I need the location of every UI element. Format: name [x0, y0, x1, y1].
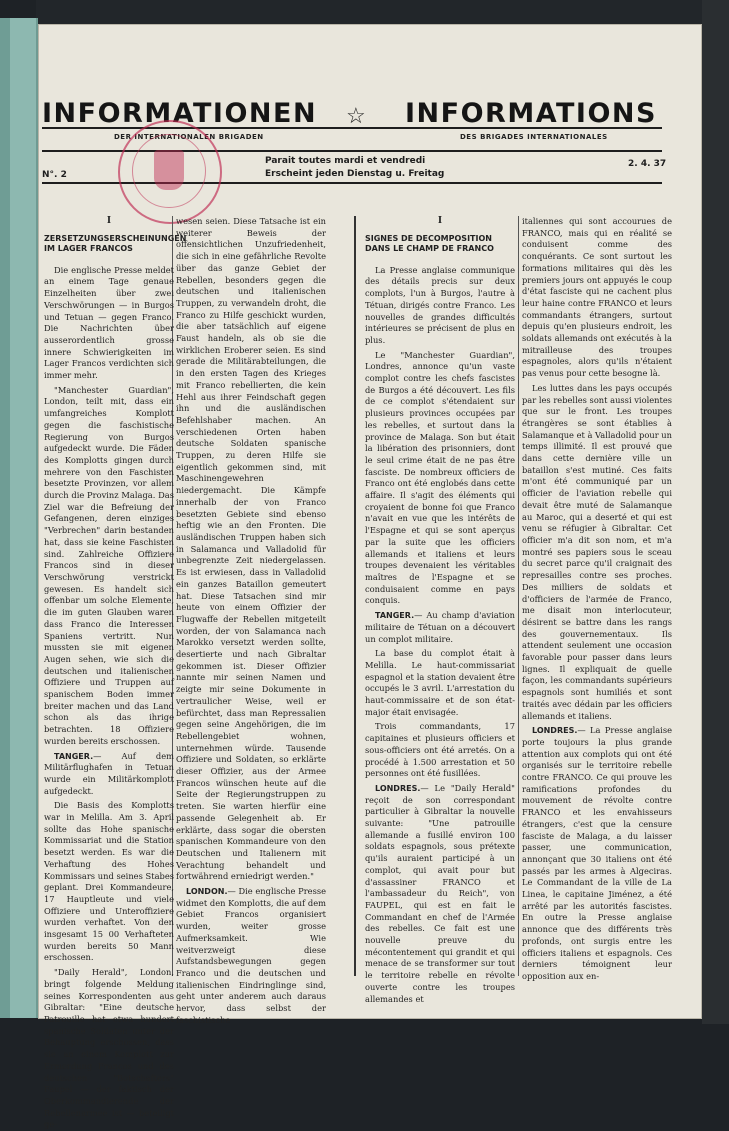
- masthead-title-de: INFORMATIONEN: [42, 98, 318, 129]
- issue-number: N°. 2: [42, 170, 67, 180]
- masthead-subtitle-de: DER INTERNATIONALEN BRIGADEN: [114, 133, 264, 141]
- paragraph: La Presse anglaise communique des détails precis sur deux complots, l'un à Burgos, l'autre à Tétuan, dirigés contre Franco. Les nouvelles de grandes difficultés intérieures se précisent de plus en plus.: [365, 264, 515, 345]
- dateline: LONDRES.: [375, 783, 421, 793]
- publication-schedule-de: Erscheint jeden Dienstag u. Freitag: [265, 169, 445, 179]
- paragraph: Die englische Presse meldet an einem Tage genaue Einzelheiten über zwei Verschwörungen — in Burgos und Tetuan — gegen Franco. Die Nachrichten über ausserordentlich grosse innere Schwierigkeiten im Lager Francos verdichten sich immer mehr.: [44, 264, 174, 381]
- paragraph-dateline: [522, 725, 672, 982]
- publication-schedule-fr: Parait toutes mardi et vendredi: [265, 156, 426, 166]
- star-icon: ☆: [346, 104, 366, 129]
- paragraph-text: — Auf dem Militärflughafen in Tetuan wurde ein Militärkomplott aufgedeckt.: [44, 750, 174, 796]
- paragraph: Trois commandants, 17 capitaines et plusieurs officiers et sous-officiers ont été arretés. On a procédé à 1.500 arrestation et 50 personnes ont été fusillées.: [365, 721, 515, 779]
- background-right: [702, 0, 729, 1024]
- column-de-1: [44, 216, 187, 1130]
- headline-fr: SIGNES DE DECOMPOSITION DANS LE CHAMP DE FRANCO: [365, 233, 494, 254]
- paragraph-text: — Le "Daily Herald" reçoit de son correspondant particulier à Gibraltar la nouvelle suivante: "Une patrouille allemande a fusillé environ 100 soldats espagnols, sous prétexte qu'ils auraient participé à un complot, qui avait pour but d'assassiner FRANCO et l'ambassadeur du Reich", von FAUPEL, qui est en fait le Commandant en chef de l'Armée des rebelles. Ce fait est une nouvelle preuve du mécontentement qui grandit et qui menace de se transformer sur tout le territoire rebelle en révolte ouverte contre les troupes allemandes et: [365, 782, 515, 1004]
- paragraph: Die Basis des Komplotts war in Melilla. Am 3. April sollte das Hohe spanische Kommissariat und die Station besetzt werden. Es war die Verhaftung des Hohes Kommissars und seines Stabes geplant. Drei Kommandeure, 17 Hauptleute und viele Offiziere und Unteroffiziere wurden verhaftet. Von den insgesamt 15 00 Verhafteten wurden bereits 50 Mann erschossen.: [44, 800, 174, 963]
- paragraph-dateline: [44, 751, 174, 798]
- dateline: TANGER.: [54, 751, 94, 761]
- column-de-2: [176, 216, 326, 1025]
- paragraph-dateline: [365, 783, 515, 1005]
- paragraph: Les luttes dans les pays occupés par les rebelles sont aussi violentes que sur le front. Les troupes étrangères se sont établies à Salamanque et à Valladolid pour un temps illimité. Il est prouvé que dans cette dernière ville un bataillon s'est mutiné. Ces faits m'ont été communiqué par un officier de l'aviation rebelle qui devait être muté de Salamanque au Maroc, qui a deserté et qui est venu se réfugier à Gibraltar. Cet officier m'a dit son nom, et m'a montré ses papiers sous le sceau du secret parce qu'il craignait des represailles contre ses proches. Des milliers de soldats et d'officiers de l'armée de Franco, me disait mon interlocuteur, désirent se battre dans les rangs des gouvernementaux. Ils attendent seulement une occasion favorable pour passer dans leurs lignes. Il expliquait de quelle façon, les commandants supérieurs espagnols sont humiliés et sont traités avec dédain par les officiers allemands et italiens.: [522, 382, 672, 721]
- column-fr-2: [522, 216, 672, 1016]
- paragraph: "Daily Herald", London, bringt folgende Meldung seines Korrespondenten aus Gibraltar: "Eine deutsche Patrouille hat etwa hundert spanische Soldaten unter der Behauptung erschossen, dass sie an einem Komplott zur Ermordung Francos und des deutschen "Botschafters" Faupel — der faktisch der Oberkommandierende der Rebellenarmee ist — beteiligt ge-: [44, 967, 174, 1130]
- masthead-rule-top: [42, 127, 662, 129]
- issue-date: 2. 4. 37: [628, 159, 667, 169]
- paragraph-dateline: [176, 886, 326, 1026]
- column-fr-1: [365, 216, 515, 1016]
- column-rule-3: [518, 216, 519, 976]
- paragraph: wesen seien. Diese Tatsache ist ein weiterer Beweis der offensichtlichen Unzufriedenheit, die sich in eine gefährliche Revolte über das ganze Gebiet der Rebellen, besonders gegen die deutschen und italienischen Truppen, zu verwandeln droht, die Franco zu Hilfe geschickt wurden, die aber tatsächlich auf eigene Faust handeln, als ob sie die wirklichen Eroberer seien. Es sind gerade die Militärabteilungen, die in den ersten Tagen des Krieges mit Franco rebellierten, die kein Hehl aus ihrer Feindschaft gegen ihn und die ausländischen Befehlshaber machen. An verschiedenen Orten haben deutsche Soldaten spanische Truppen, zu deren Hilfe sie eigentlich gekommen sind, mit Maschinengewehren niedergemacht. Die Kämpfe innerhalb der von Franco besetzten Gebiete sind ebenso heftig wie an den Fronten. Die ausländischen Truppen haben sich in Salamanca und Valladolid für unbegrenzte Zeit niedergelassen. Es ist erwiesen, dass in Valladolid ein ganzes Bataillon gemeutert hat. Diese Tatsachen sind mir heute von einem Offizier der Flugwaffe der Rebellen mitgeteilt worden, der von Salamanca nach Marokko versetzt werden sollte, desertierte und nach Gibraltar gekommen ist. Dieser Offizier nannte mir seinen Namen und zeigte mir seine Dokumente in vertraulicher Weise, weil er befürchtet, dass man Repressalien gegen seine Angehörigen, die im Rebellengebiet wohnen, unternehmen würde. Tausende Offiziere und Soldaten, so erklärte dieser Offizier, aus der Armee Francos wünschen heute auf die Seite der Regierungstruppen zu treten. Sie warten hierfür eine passende Gelegenheit ab. Er erklärte, dass sogar die obersten spanischen Kommandeure von den Deutschen und Italienern mit Verachtung behandelt und fortwährend erniedrigt werden.": [176, 216, 326, 882]
- stamp-seal: [118, 120, 222, 224]
- dateline: LONDRES.: [532, 726, 578, 736]
- paragraph: "Manchester Guardian", London, teilt mit, dass ein umfangreiches Komplott gegen die faschistische Regierung von Burgos aufgedeckt wurde. Die Fäden des Komplotts gingen durch mehrere von den Faschisten besetzte Provinzen, vor allem durch die Provinz Malaga. Das Ziel war die Befreiung der Gefangenen, deren einziges "Verbrechen" darin bestanden hat, dass sie keine Faschisten sind. Zahlreiche Offiziere Francos sind in dieser Verschwörung verstrickt gewesen. Es handelt sich offenbar um solche Elemente, die im guten Glauben waren dass Franco die Interessen Spaniens vertritt. Nun mussten sie mit eigenen Augen sehen, wie sich die deutschen und italienischen Offiziere und Truppen auf spanischem Boden immer breiter machen und das Land schon als das ihrige betrachten. 18 Offiziere wurden bereits erschossen.: [44, 384, 174, 746]
- paragraph-text: — Au champ d'aviation militaire de Tétuan on a découvert un complot militaire.: [365, 610, 515, 644]
- newspaper-page: [38, 24, 702, 1130]
- masthead-subtitle-fr: DES BRIGADES INTERNATIONALES: [460, 133, 608, 141]
- dateline: LONDON.: [186, 887, 228, 897]
- dateline: TANGER.: [375, 611, 415, 621]
- paragraph: Le "Manchester Guardian", Londres, annonce qu'un vaste complot contre les chefs fascistes de Burgos a été découvert. Les fils de ce complot s'étendaient sur plusieurs provinces occupées par les rebelles, et surtout dans la province de Malaga. Son but était la libération des prisonniers, dont le seul crime était de ne pas être fasciste. De nombreux officiers de Franco ont été englobés dans cette affaire. Il s'agit des éléments qui croyaient de bonne foi que Franco n'avait en vue que les intérêts de l'Espagne et qui se sont aperçus par la suite que les officiers allemands et italiens et leurs troupes devenaient les véritables maîtres de l'Espagne et se conduisaient comme en pays conquis.: [365, 349, 515, 606]
- binder-edge: [0, 18, 10, 1018]
- section-numeral: I: [106, 216, 112, 226]
- column-rule-center: [354, 216, 356, 976]
- headline-de: ZERSETZUNGSERSCHEINUNGEN IM LAGER FRANCOS: [44, 233, 187, 254]
- paragraph-dateline: [365, 610, 515, 645]
- background-top: [36, 0, 702, 24]
- paragraph: italiennes qui sont accourues de FRANCO, mais qui en réalité se conduisent comme des conquérants. Ce sont surtout les formations militaires qui dès les premiers jours ont appuyés le coup d'état fasciste qui ne cachent plus leur haine contre FRANCO et leurs commandants étrangers, surtout depuis qu'en plusieurs endroit, les soldats allemands ont exécutés à la mitrailleuse des troupes espagnoles, alors qu'ils n'étaient pas venus pour cette besogne là.: [522, 216, 672, 379]
- section-numeral: I: [437, 216, 443, 226]
- paragraph: La base du complot était à Melilla. Le haut-commissariat espagnol et la station devaient être occupés le 3 avril. L'arrestation du haut-commissaire et de son état-major était envisagée.: [365, 648, 515, 717]
- masthead-title-fr: INFORMATIONS: [405, 98, 657, 129]
- paragraph-text: — Die englische Presse widmet den Komplotts, die auf dem Gebiet Francos organisiert wurden, weiter grosse Aufmerksamkeit. Wie weitverzweigt diese Aufstandsbewegungen gegen Franco und die deutschen und italienischen Eindringlinge sind, geht unter anderem auch daraus hervor, dass selbst der faschistische: [176, 886, 326, 1025]
- stamp-emblem: [154, 150, 184, 190]
- paragraph-text: — La Presse anglaise porte toujours la plus grande attention aux complots qui ont été organisés sur le territoire rebelle contre FRANCO. Ce qui prouve les ramifications profondes du mouvement de révolte contre FRANCO et les envahisseurs étrangers, c'est que la censure fasciste de Malaga, a du laisser passer, une communication, annonçant que 30 italiens ont été passés par les armes à Algeciras. Le Commandant de la ville de La Linea, le capitaine Jiménez, a été arrêté par les autorités fascistes. En outre la Presse anglaise annonce que des différents très profonds, ont surgis entre les officiers italiens et espagnols. Ces derniers témoignent leur opposition aux en-: [522, 725, 672, 981]
